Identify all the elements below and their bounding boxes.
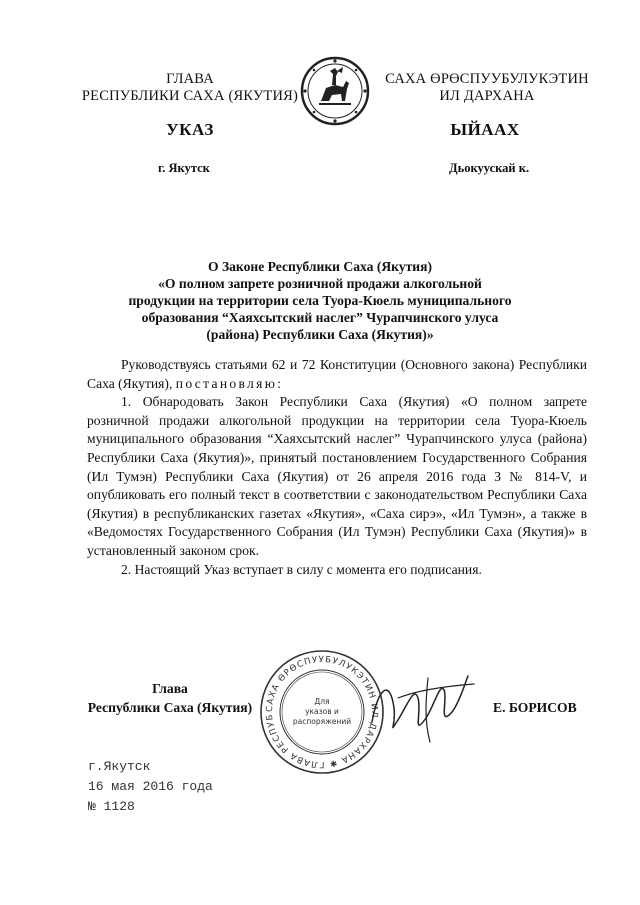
item-1: 1. Обнародовать Закон Республики Саха (Якутия) «О полном запрете розничной продажи алкогольной продукции на территории села Туора-Кюель муниципального образования “Хаяхсытский наслег” Чурапчинского улуса (района) Республики Саха (Якутия)», принятый постановлением Государственного Собрания (Ил Тумэн) Республики Саха (Якутия) от 26 апреля 2016 года З № 814-V, и опубликовать его полный текст в соответствии с законодательством Республики Саха (Якутия) в республиканских газетах «Якутия», «Саха сирэ», «Ил Тумэн», а также в «Ведомостях Государственного Собрания (Ил Тумэн) Республики Саха (Якутия)» в установленный законом срок. — [87, 394, 587, 558]
decree-title — [95, 258, 545, 343]
seal-center-line: указов и — [305, 707, 339, 716]
footer-city: г.Якутск — [88, 759, 151, 774]
signatory-title-line1: Глава — [152, 681, 188, 696]
city-right: Дьокуускай к. — [449, 161, 530, 175]
item-2: 2. Настоящий Указ вступает в силу с момента его подписания. — [121, 561, 482, 577]
seal-ring-text: САХА ӨРӨСПУУБУЛУКЭТИН ИЛ ДАРХАНА ✱ ГЛАВА РЕСПУБ — [264, 654, 380, 770]
header-left — [70, 71, 310, 105]
city-left: г. Якутск — [158, 161, 210, 175]
intro-text: Руководствуясь статьями 62 и 72 Конституции (Основного закона) Республики Саха (Якутия), — [87, 357, 587, 391]
seal-center-line: Для — [314, 697, 330, 706]
decree-word: постановляю: — [175, 375, 284, 391]
signatory-name: Е. БОРИСОВ — [493, 700, 577, 715]
header-right-line2: ИЛ ДАРХАНА — [439, 88, 535, 104]
footer-block — [88, 757, 213, 817]
handwritten-signature — [368, 668, 478, 746]
header-left-line2: РЕСПУБЛИКИ САХА (ЯКУТИЯ) — [81, 88, 299, 104]
doc-type-left: УКАЗ — [166, 120, 214, 139]
decree-body — [87, 356, 587, 579]
intro-paragraph — [87, 356, 587, 393]
title-line: продукции на территории села Туора-Кюель муниципального — [128, 293, 512, 308]
footer-number: № 1128 — [88, 799, 135, 814]
title-line: «О полном запрете розничной продажи алкогольной — [158, 276, 482, 291]
doc-type-right: ЫЙААХ — [450, 120, 520, 139]
title-line: О Законе Республики Саха (Якутия) — [207, 259, 433, 274]
footer-date: 16 мая 2016 года — [88, 779, 213, 794]
header-right — [382, 71, 592, 105]
signatory-title — [60, 679, 280, 717]
coat-of-arms-icon — [299, 55, 371, 127]
seal-center-line: распоряжений — [292, 717, 352, 726]
signatory-title-line2: Республики Саха (Якутия) — [87, 700, 253, 715]
title-line: (района) Республики Саха (Якутия)» — [206, 327, 434, 342]
header-right-line1: САХА ӨРӨСПУУБУЛУКЭТИН — [385, 71, 589, 87]
title-line: образования “Хаяхсытский наслег” Чурапчинского улуса — [141, 310, 499, 325]
header-left-line1: ГЛАВА — [166, 71, 214, 87]
